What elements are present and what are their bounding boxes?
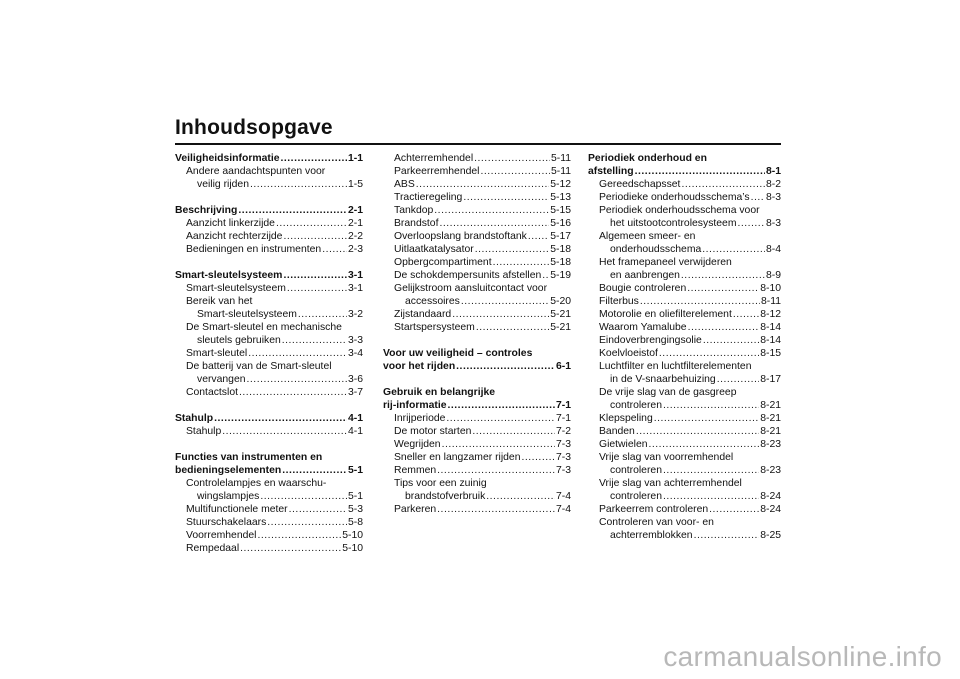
toc-entry[interactable]: Bedieningen en instrumenten ..... 2-3 — [175, 243, 363, 256]
toc-entry[interactable]: Zijstandaard ..... 5-21 — [383, 308, 571, 321]
toc-entry[interactable]: Gietwielen ..... 8-23 — [588, 438, 781, 451]
toc-entry-line[interactable]: Vrije slag van achterremhendel — [599, 478, 742, 489]
toc-entry-line[interactable]: Vrije slag van voorremhendel — [599, 452, 734, 463]
toc-entry[interactable]: Opbergcompartiment ..... 5-18 — [383, 256, 571, 269]
toc-entry[interactable]: achterremblokken ..... 8-25 — [588, 529, 781, 542]
toc-entry[interactable]: Bougie controleren ..... 8-10 — [588, 282, 781, 295]
toc-entry[interactable]: onderhoudsschema ..... 8-4 — [588, 243, 781, 256]
toc-entry-line[interactable]: Periodiek onderhoud en — [588, 153, 707, 164]
toc-entry[interactable]: Smart-sleutelsysteem ..... 3-2 — [175, 308, 363, 321]
watermark: carmanualsonline.info — [663, 641, 942, 672]
toc-entry-line[interactable]: Periodiek onderhoudsschema voor — [599, 205, 760, 216]
toc-entry[interactable]: controleren ..... 8-21 — [588, 399, 781, 412]
toc-entry[interactable]: Waarom Yamalube ..... 8-14 — [588, 321, 781, 334]
toc-entry-line[interactable]: De vrije slag van de gasgreep — [599, 387, 737, 398]
toc-entry[interactable]: Eindoverbrengingsolie ..... 8-14 — [588, 334, 781, 347]
toc-entry[interactable]: wingslampjes ..... 5-1 — [175, 490, 363, 503]
toc-entry[interactable]: Sneller en langzamer rijden ..... 7-3 — [383, 451, 571, 464]
toc-entry[interactable]: Gereedschapsset ..... 8-2 — [588, 178, 781, 191]
toc-entry-line[interactable]: De batterij van de Smart-sleutel — [186, 361, 332, 372]
toc-entry[interactable]: afstelling ..... 8-1 — [588, 165, 781, 178]
toc-entry[interactable]: Parkeerrem controleren ..... 8-24 — [588, 503, 781, 516]
toc-entry[interactable]: vervangen ..... 3-6 — [175, 373, 363, 386]
toc-entry-line[interactable]: Het framepaneel verwijderen — [599, 257, 732, 268]
toc-entry[interactable]: Uitlaatkatalysator ..... 5-18 — [383, 243, 571, 256]
toc-entry[interactable]: Beschrijving ..... 2-1 — [175, 204, 363, 217]
toc-entry[interactable]: Aanzicht linkerzijde ..... 2-1 — [175, 217, 363, 230]
toc-entry[interactable]: Klepspeling ..... 8-21 — [588, 412, 781, 425]
toc-entry[interactable]: accessoires ..... 5-20 — [383, 295, 571, 308]
toc-entry-line[interactable]: De Smart-sleutel en mechanische — [186, 322, 342, 333]
toc-entry[interactable]: Periodieke onderhoudsschema’s ..... 8-3 — [588, 191, 781, 204]
toc-entry[interactable]: controleren ..... 8-24 — [588, 490, 781, 503]
toc-entry[interactable]: Banden ..... 8-21 — [588, 425, 781, 438]
toc-entry-line[interactable]: Voor uw veiligheid – controles — [383, 348, 533, 359]
toc-entry[interactable]: en aanbrengen ..... 8-9 — [588, 269, 781, 282]
toc-entry[interactable]: Multifunctionele meter ..... 5-3 — [175, 503, 363, 516]
toc-column-2 — [383, 152, 571, 516]
toc-column-3 — [588, 152, 781, 542]
toc-entry[interactable]: Stahulp ..... 4-1 — [175, 425, 363, 438]
toc-entry[interactable]: veilig rijden ..... 1-5 — [175, 178, 363, 191]
toc-entry[interactable]: brandstofverbruik ..... 7-4 — [383, 490, 571, 503]
toc-entry[interactable]: Filterbus ..... 8-11 — [588, 295, 781, 308]
toc-column-1 — [175, 152, 363, 555]
toc-entry[interactable]: bedieningselementen ..... 5-1 — [175, 464, 363, 477]
title-rule — [175, 143, 781, 145]
toc-entry[interactable]: Motorolie en oliefilterelement ..... 8-12 — [588, 308, 781, 321]
toc-entry[interactable]: Rempedaal ..... 5-10 — [175, 542, 363, 555]
toc-entry[interactable]: Inrijperiode ..... 7-1 — [383, 412, 571, 425]
toc-entry-line[interactable]: Tips voor een zuinig — [394, 478, 487, 489]
toc-entry[interactable]: Veiligheidsinformatie ..... 1-1 — [175, 152, 363, 165]
toc-entry[interactable]: in de V-snaarbehuizing ..... 8-17 — [588, 373, 781, 386]
toc-entry-line[interactable]: Functies van instrumenten en — [175, 452, 323, 463]
toc-entry-line[interactable]: Gebruik en belangrijke — [383, 387, 496, 398]
toc-entry[interactable]: Wegrijden ..... 7-3 — [383, 438, 571, 451]
toc-entry[interactable]: Stuurschakelaars ..... 5-8 — [175, 516, 363, 529]
toc-entry[interactable]: Brandstof ..... 5-16 — [383, 217, 571, 230]
toc-entry[interactable]: Smart-sleutelsysteem ..... 3-1 — [175, 282, 363, 295]
toc-entry[interactable]: Startspersysteem ..... 5-21 — [383, 321, 571, 334]
toc-entry[interactable]: Tankdop ..... 5-15 — [383, 204, 571, 217]
toc-entry[interactable]: Remmen ..... 7-3 — [383, 464, 571, 477]
toc-entry[interactable]: voor het rijden ..... 6-1 — [383, 360, 571, 373]
page-title: Inhoudsopgave — [175, 116, 333, 139]
toc-entry[interactable]: ABS ..... 5-12 — [383, 178, 571, 191]
toc-entry[interactable]: Parkeren ..... 7-4 — [383, 503, 571, 516]
toc-entry[interactable]: De motor starten ..... 7-2 — [383, 425, 571, 438]
toc-entry[interactable]: controleren ..... 8-23 — [588, 464, 781, 477]
toc-entry[interactable]: het uitstootcontrolesysteem ..... 8-3 — [588, 217, 781, 230]
toc-entry[interactable]: sleutels gebruiken ..... 3-3 — [175, 334, 363, 347]
toc-entry[interactable]: Overloopslang brandstoftank ..... 5-17 — [383, 230, 571, 243]
toc-entry-line[interactable]: Gelijkstroom aansluitcontact voor — [394, 283, 548, 294]
toc-entry[interactable]: Stahulp ..... 4-1 — [175, 412, 363, 425]
toc-entry[interactable]: Parkeerremhendel ..... 5-11 — [383, 165, 571, 178]
toc-entry-line[interactable]: Andere aandachtspunten voor — [186, 166, 326, 177]
toc-entry-line[interactable]: Controlelampjes en waarschu- — [186, 478, 327, 489]
toc-entry-line[interactable]: Controleren van voor- en — [599, 517, 714, 528]
toc-entry-line[interactable]: Bereik van het — [186, 296, 253, 307]
toc-entry[interactable]: Voorremhendel ..... 5-10 — [175, 529, 363, 542]
toc-entry[interactable]: Achterremhendel ..... 5-11 — [383, 152, 571, 165]
toc-entry[interactable]: Koelvloeistof ..... 8-15 — [588, 347, 781, 360]
toc-entry[interactable]: Smart-sleutelsysteem ..... 3-1 — [175, 269, 363, 282]
toc-entry-line[interactable]: Luchtfilter en luchtfilterelementen — [599, 361, 752, 372]
toc-entry[interactable]: Tractieregeling ..... 5-13 — [383, 191, 571, 204]
toc-entry[interactable]: Contactslot ..... 3-7 — [175, 386, 363, 399]
toc-entry[interactable]: Smart-sleutel ..... 3-4 — [175, 347, 363, 360]
toc-entry[interactable]: rij-informatie ..... 7-1 — [383, 399, 571, 412]
toc-entry[interactable]: Aanzicht rechterzijde ..... 2-2 — [175, 230, 363, 243]
toc-entry-line[interactable]: Algemeen smeer- en — [599, 231, 696, 242]
toc-entry[interactable]: De schokdempersunits afstellen ..... 5-19 — [383, 269, 571, 282]
